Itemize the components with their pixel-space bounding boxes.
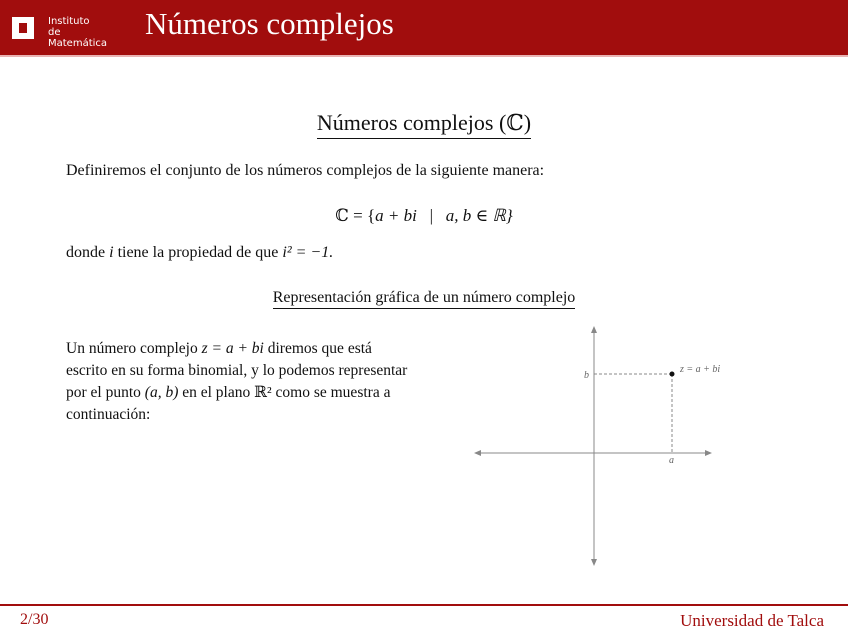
subsection-title: Representación gráfica de un número complejo bbox=[273, 289, 576, 309]
representation-text bbox=[66, 338, 416, 426]
imaginary-axis-top-arrow bbox=[591, 326, 597, 333]
text-part: diremos que está escrito en su forma binomial, y lo podemos representar por el punto bbox=[66, 340, 408, 401]
label-point: z = a + bi bbox=[680, 364, 721, 375]
slide-title: Números complejos bbox=[145, 6, 394, 41]
formula-separator: | bbox=[429, 206, 434, 225]
property-text bbox=[66, 244, 333, 262]
intro-text: Definiremos el conjunto de los números complejos de la siguiente manera: bbox=[66, 162, 545, 179]
institute-logo[interactable] bbox=[12, 15, 122, 49]
formula-condition: a, b ∈ ℝ} bbox=[445, 206, 513, 225]
property-i: i bbox=[109, 244, 114, 261]
text-point: (a, b) bbox=[144, 384, 179, 401]
text-part: Un número complejo bbox=[66, 340, 202, 357]
text-part: en el plano bbox=[178, 384, 255, 401]
section-title: Números complejos (ℂ) bbox=[317, 110, 531, 139]
label-a: a bbox=[669, 455, 674, 466]
property-pre: donde bbox=[66, 244, 110, 261]
point-z bbox=[670, 372, 675, 377]
set-definition-formula bbox=[0, 206, 848, 226]
logo-text: Instituto de Matemática bbox=[48, 16, 108, 49]
text-r2: ℝ² bbox=[254, 384, 272, 401]
real-axis-left-arrow bbox=[474, 450, 481, 456]
logo-mark-icon bbox=[12, 17, 34, 39]
text-z-formula: z = a + bi bbox=[201, 340, 264, 357]
header-divider bbox=[0, 55, 848, 57]
footer-divider bbox=[0, 604, 848, 606]
text-part: como se muestra a continuación: bbox=[66, 384, 391, 423]
subsection-title-wrap bbox=[0, 287, 848, 309]
property-post: tiene la propiedad de que bbox=[113, 244, 283, 261]
property-equation: i² = −1. bbox=[282, 244, 334, 261]
complex-plane-diagram bbox=[470, 322, 750, 572]
formula-a-plus-bi: a + bi bbox=[375, 206, 417, 225]
real-axis-right-arrow bbox=[705, 450, 712, 456]
label-b: b bbox=[584, 370, 589, 381]
header-bar bbox=[0, 0, 848, 55]
section-title-wrap bbox=[0, 110, 848, 139]
formula-lhs: ℂ = { bbox=[335, 206, 376, 225]
page-number[interactable]: 2/30 bbox=[20, 611, 49, 628]
institution-name: Universidad de Talca bbox=[680, 611, 824, 630]
imaginary-axis-bottom-arrow bbox=[591, 559, 597, 566]
